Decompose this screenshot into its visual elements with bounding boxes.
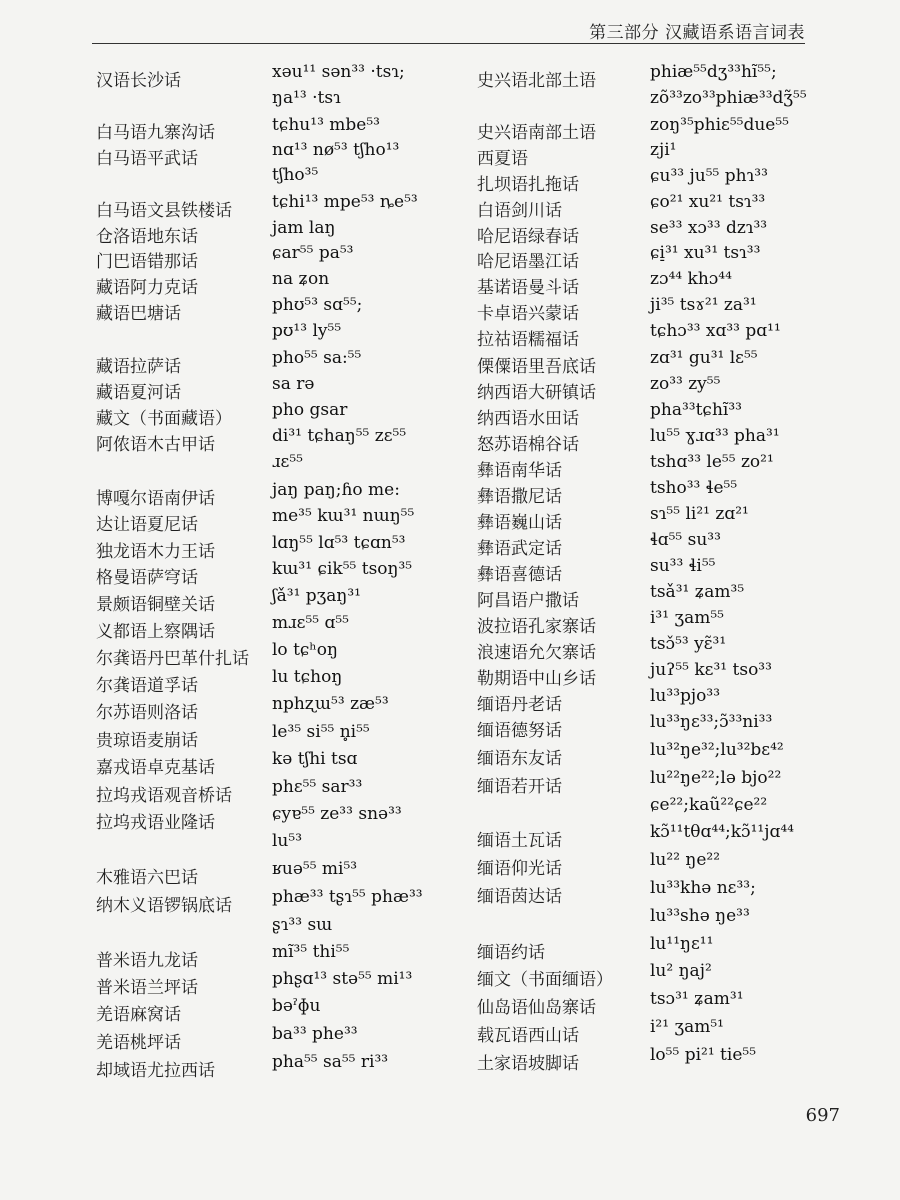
language-name: 缅语仰光话 [477,859,562,879]
word-form: tsho³³ ɬe⁵⁵ [650,478,738,498]
language-name: 羌语麻窝话 [96,1005,181,1025]
language-name: 缅语丹老话 [477,695,562,715]
word-form: lu⁵³ [272,831,303,851]
word-form: tsǎ³¹ ʑam³⁵ [650,582,745,602]
language-name: 波拉语孔家寨话 [477,617,596,637]
word-form: nphʐɯ⁵³ zæ⁵³ [272,694,389,714]
language-name: 藏语夏河话 [96,383,181,403]
language-name: 彝语南华话 [477,461,562,481]
language-name: 彝语喜德话 [477,565,562,585]
word-form: ɹɛ⁵⁵ [272,452,303,472]
word-form: lu²²ŋe²²;lə bjo²² [650,768,782,788]
word-form: lu⁵⁵ ɣɹɑ³³ pha³¹ [650,426,780,446]
word-form: juʔ⁵⁵ kɛ³¹ tso³³ [650,660,772,680]
word-form: pʊ¹³ ly⁵⁵ [272,321,342,341]
word-form: tsɔ³¹ ʑam³¹ [650,989,744,1009]
word-form: lɑŋ⁵⁵ lɑ⁵³ tɕɑn⁵³ [272,533,406,553]
language-name: 普米语九龙话 [96,951,198,971]
word-form: zji¹ [650,140,677,160]
word-form: lu³³pjo³³ [650,686,721,706]
word-form: ɬɑ⁵⁵ su³³ [650,530,721,550]
word-form: se³³ xɔ³³ dzɿ³³ [650,218,768,238]
language-name: 缅语德努话 [477,721,562,741]
language-name: 仓洛语地东话 [96,227,198,247]
word-form: lu³³shə ŋe³³ [650,906,750,926]
running-header: 第三部分 汉藏语系语言词表 [589,23,805,43]
word-form: phɛ⁵⁵ sar³³ [272,777,363,797]
word-form: zɑ³¹ gu³¹ lɛ⁵⁵ [650,348,758,368]
language-name: 尔龚语道孚话 [96,676,198,696]
language-name: 卡卓语兴蒙话 [477,304,579,324]
word-form: lu³²ŋe³²;lu³²bɛ⁴² [650,740,784,760]
language-name: 土家语坡脚话 [477,1054,579,1074]
word-form: pha³³tɕhĩ³³ [650,400,742,420]
word-form: nɑ¹³ nø⁵³ tʃho¹³ [272,140,400,160]
word-form: ɕu³³ ju⁵⁵ phɿ³³ [650,166,768,186]
word-form: sɿ⁵⁵ li²¹ zɑ²¹ [650,504,749,524]
word-form: pho⁵⁵ sa:⁵⁵ [272,348,362,368]
language-name: 缅语土瓦话 [477,831,562,851]
language-name: 仙岛语仙岛寨话 [477,998,596,1018]
page-number: 697 [805,1105,840,1126]
language-name: 彝语巍山话 [477,513,562,533]
word-form: tʃho³⁵ [272,165,319,185]
word-form: phʊ⁵³ sɑ⁵⁵; [272,295,363,315]
language-name: 彝语武定话 [477,539,562,559]
language-name: 纳西语大研镇话 [477,383,596,403]
word-form: lu³³khə nɛ³³; [650,878,756,898]
language-name: 藏语阿力克话 [96,278,198,298]
word-form: lu²² ŋe²² [650,850,721,870]
language-name: 藏语拉萨话 [96,357,181,377]
word-form: ŋa¹³ ·tsɿ [272,88,341,108]
language-name: 却域语尤拉西话 [96,1061,215,1081]
word-form: na ʑon [272,269,330,289]
language-name: 缅语若开话 [477,777,562,797]
language-name: 怒苏语棉谷话 [477,435,579,455]
language-name: 普米语兰坪话 [96,978,198,998]
word-form: ɕo²¹ xu²¹ tsɿ³³ [650,192,766,212]
language-name: 嘉戎语卓克基话 [96,758,215,778]
word-form: ji³⁵ tsɤ²¹ za³¹ [650,295,757,315]
language-name: 拉坞戎语业隆话 [96,813,215,833]
word-form: ʃǎ³¹ pʒaŋ³¹ [272,586,361,606]
language-name: 彝语撒尼话 [477,487,562,507]
word-form: phiæ⁵⁵dʒ³³hĩ⁵⁵; [650,62,777,82]
language-name: 汉语长沙话 [96,71,181,91]
word-form: di³¹ tɕhaŋ⁵⁵ zɛ⁵⁵ [272,426,407,446]
word-form: ɕyɐ⁵⁵ ze³³ snə³³ [272,804,402,824]
word-form: tsɔ̌⁵³ yɛ̃³¹ [650,634,727,654]
word-form: zoŋ³⁵phiɛ⁵⁵due⁵⁵ [650,115,789,135]
word-form: pha⁵⁵ sa⁵⁵ ri³³ [272,1052,389,1072]
language-name: 白马语平武话 [96,149,198,169]
language-name: 纳木义语锣锅底话 [96,896,232,916]
language-name: 义都语上察隅话 [96,622,215,642]
word-form: xəu¹¹ sən³³ ·tsɿ; [272,62,405,82]
language-name: 景颇语铜壁关话 [96,595,215,615]
language-name: 载瓦语西山话 [477,1026,579,1046]
word-form: ɕar⁵⁵ pa⁵³ [272,243,354,263]
language-name: 阿侬语木古甲话 [96,435,215,455]
word-form: lu tɕhoŋ [272,667,343,687]
language-name: 达让语夏尼话 [96,515,198,535]
word-form: mɹɛ⁵⁵ ɑ⁵⁵ [272,613,349,633]
word-form: me³⁵ kɯ³¹ nɯŋ⁵⁵ [272,506,415,526]
word-form: phæ³³ tʂɿ⁵⁵ phæ³³ [272,887,423,907]
word-form: zɔ⁴⁴ khɔ⁴⁴ [650,269,732,289]
language-name: 拉坞戎语观音桥话 [96,786,232,806]
language-name: 哈尼语绿春话 [477,227,579,247]
language-name: 藏语巴塘话 [96,304,181,324]
language-name: 缅文（书面缅语） [477,970,613,990]
word-form: pho gsar [272,400,348,420]
word-form: lo tɕʰoŋ [272,640,338,660]
word-form: ɕe²²;kaũ²²ɕe²² [650,795,768,815]
language-name: 傈僳语里吾底话 [477,357,596,377]
word-form: i²¹ ʒam⁵¹ [650,1017,724,1037]
language-name: 白马语九寨沟话 [96,123,215,143]
word-form: tɕhɔ³³ xɑ³³ pɑ¹¹ [650,321,781,341]
word-form: zo³³ zy⁵⁵ [650,374,721,394]
language-name: 基诺语曼斗话 [477,278,579,298]
language-name: 藏文（书面藏语） [96,409,232,429]
language-name: 史兴语北部土语 [477,71,596,91]
language-name: 博嘎尔语南伊话 [96,489,215,509]
word-form: le³⁵ si⁵⁵ n̥i⁵⁵ [272,722,370,742]
language-name: 贵琼语麦崩话 [96,731,198,751]
language-name: 西夏语 [477,149,528,169]
language-name: 扎坝语扎拖话 [477,175,579,195]
word-form: lo⁵⁵ pi²¹ tie⁵⁵ [650,1045,757,1065]
language-name: 白马语文县铁楼话 [96,201,232,221]
word-form: ʁuə⁵⁵ mi⁵³ [272,859,358,879]
language-name: 勒期语中山乡话 [477,669,596,689]
word-form: zõ³³zo³³phiæ³³dʒ̃⁵⁵ [650,88,807,108]
word-form: lu³³ŋɛ³³;ɔ̃³³ni³³ [650,712,773,732]
language-name: 木雅语六巴话 [96,868,198,888]
language-name: 门巴语错那话 [96,252,198,272]
language-name: 缅语约话 [477,943,545,963]
word-form: i³¹ ʒam⁵⁵ [650,608,724,628]
language-name: 史兴语南部土语 [477,123,596,143]
language-name: 浪速语允欠寨话 [477,643,596,663]
word-form: kɔ̃¹¹tθɑ⁴⁴;kɔ̃¹¹jɑ⁴⁴ [650,822,794,842]
word-form: su³³ ɬi⁵⁵ [650,556,716,576]
language-name: 纳西语水田话 [477,409,579,429]
language-name: 阿昌语户撒话 [477,591,579,611]
language-name: 缅语东友话 [477,749,562,769]
word-form: phʂɑ¹³ stə⁵⁵ mi¹³ [272,969,413,989]
language-name: 拉祜语糯福话 [477,330,579,350]
language-name: 白语剑川话 [477,201,562,221]
word-form: bəˀɸu [272,996,321,1016]
word-form: sa rə [272,374,315,394]
word-form: kɯ³¹ ɕik⁵⁵ tsoŋ³⁵ [272,559,413,579]
language-name: 尔龚语丹巴革什扎话 [96,649,249,669]
word-form: tshɑ³³ le⁵⁵ zo²¹ [650,452,774,472]
word-form: mĩ³⁵ thi⁵⁵ [272,942,350,962]
language-name: 格曼语萨穹话 [96,568,198,588]
word-form: ba³³ phe³³ [272,1024,358,1044]
word-form: lu¹¹ŋɛ¹¹ [650,934,714,954]
language-name: 尔苏语则洛话 [96,703,198,723]
word-form: jam laŋ [272,218,336,238]
word-form: tɕhu¹³ mbe⁵³ [272,115,380,135]
word-form: lu² ŋaj² [650,961,712,981]
language-name: 羌语桃坪话 [96,1033,181,1053]
language-name: 哈尼语墨江话 [477,252,579,272]
word-form: kə tʃhi tsɑ [272,749,358,769]
language-name: 缅语茵达话 [477,887,562,907]
word-form: tɕhi¹³ mpe⁵³ ȵe⁵³ [272,192,418,212]
word-form: jaŋ paŋ;ɦo me: [272,480,400,500]
word-form: ʂɿ³³ sɯ [272,915,333,935]
language-name: 独龙语木力王话 [96,542,215,562]
word-form: ɕi̠³¹ xu³¹ tsɿ³³ [650,243,761,263]
